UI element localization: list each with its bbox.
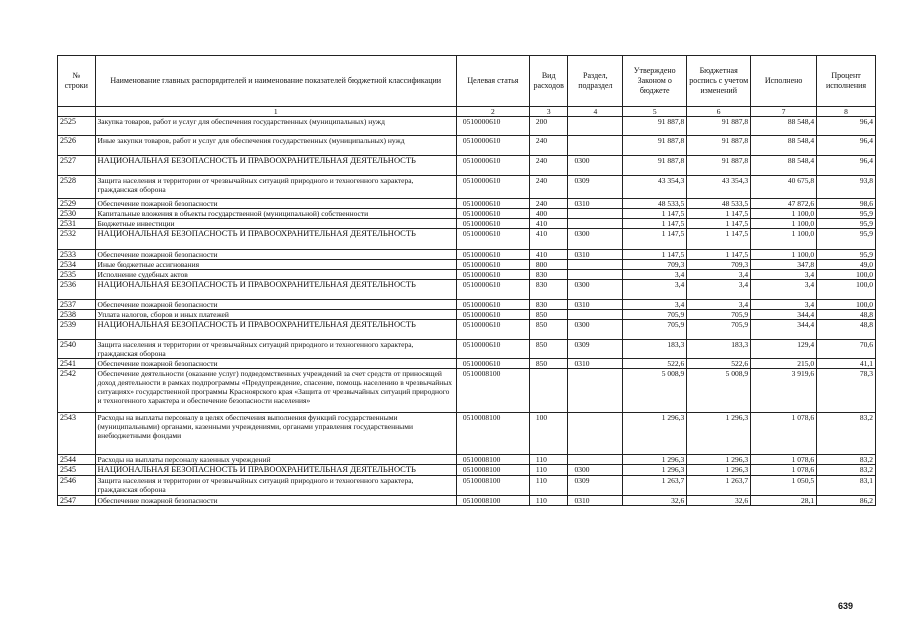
expense-type: 410 <box>529 229 568 250</box>
row-name: Иные закупки товаров, работ и услуг для обеспечения государственных (муниципальных) нужд <box>95 136 456 156</box>
budget-value: 91 887,8 <box>687 136 751 156</box>
header-row <box>58 56 876 107</box>
column-number: 7 <box>751 107 817 117</box>
table-row <box>58 209 876 219</box>
expense-type: 110 <box>529 496 568 506</box>
approved-value: 1 296,3 <box>623 465 687 476</box>
budget-value: 48 533,5 <box>687 199 751 209</box>
budget-value: 5 008,9 <box>687 369 751 413</box>
percent-value: 96,4 <box>817 156 876 176</box>
row-name: Уплата налогов, сборов и иных платежей <box>95 310 456 320</box>
target-item: 0510000610 <box>456 260 529 270</box>
percent-value: 78,3 <box>817 369 876 413</box>
section: 0309 <box>568 176 623 199</box>
approved-value: 5 008,9 <box>623 369 687 413</box>
column-number: 3 <box>529 107 568 117</box>
approved-value: 3,4 <box>623 270 687 280</box>
column-number: 2 <box>456 107 529 117</box>
target-item: 0510000610 <box>456 209 529 219</box>
approved-value: 709,3 <box>623 260 687 270</box>
table-row <box>58 280 876 300</box>
row-name: Бюджетные инвестиции <box>95 219 456 229</box>
target-item: 0510000610 <box>456 199 529 209</box>
percent-value: 100,0 <box>817 270 876 280</box>
section <box>568 260 623 270</box>
row-name: Обеспечение пожарной безопасности <box>95 300 456 310</box>
executed-value: 344,4 <box>751 320 817 340</box>
table-row <box>58 359 876 369</box>
section <box>568 219 623 229</box>
row-number: 2536 <box>58 280 96 300</box>
executed-value: 47 872,6 <box>751 199 817 209</box>
expense-type: 410 <box>529 250 568 260</box>
expense-type: 850 <box>529 359 568 369</box>
approved-value: 522,6 <box>623 359 687 369</box>
budget-value: 705,9 <box>687 320 751 340</box>
executed-value: 3 919,6 <box>751 369 817 413</box>
row-name: Защита населения и территории от чрезвычайных ситуаций природного и техногенного характера, гражданская оборона <box>95 340 456 359</box>
percent-value: 96,4 <box>817 136 876 156</box>
row-name: НАЦИОНАЛЬНАЯ БЕЗОПАСНОСТЬ И ПРАВООХРАНИТЕЛЬНАЯ ДЕЯТЕЛЬНОСТЬ <box>95 229 456 250</box>
table-row <box>58 250 876 260</box>
target-item: 0510008100 <box>456 413 529 455</box>
row-number: 2526 <box>58 136 96 156</box>
expense-type: 800 <box>529 260 568 270</box>
budget-value: 3,4 <box>687 300 751 310</box>
row-number: 2539 <box>58 320 96 340</box>
budget-value: 1 147,5 <box>687 219 751 229</box>
approved-value: 1 147,5 <box>623 250 687 260</box>
row-name: Защита населения и территории от чрезвычайных ситуаций природного и техногенного характера, гражданская оборона <box>95 476 456 496</box>
budget-value: 705,9 <box>687 310 751 320</box>
target-item: 0510000610 <box>456 359 529 369</box>
expense-type: 240 <box>529 199 568 209</box>
row-number: 2537 <box>58 300 96 310</box>
row-number: 2525 <box>58 117 96 136</box>
target-item: 0510000610 <box>456 340 529 359</box>
row-name: НАЦИОНАЛЬНАЯ БЕЗОПАСНОСТЬ И ПРАВООХРАНИТЕЛЬНАЯ ДЕЯТЕЛЬНОСТЬ <box>95 280 456 300</box>
expense-type: 110 <box>529 465 568 476</box>
row-name: Обеспечение пожарной безопасности <box>95 359 456 369</box>
table-row <box>58 199 876 209</box>
section: 0310 <box>568 250 623 260</box>
column-number: 5 <box>623 107 687 117</box>
percent-value: 49,0 <box>817 260 876 270</box>
percent-value: 100,0 <box>817 300 876 310</box>
budget-value: 43 354,3 <box>687 176 751 199</box>
budget-value: 3,4 <box>687 280 751 300</box>
row-name: Капитальные вложения в объекты государственной (муниципальной) собственности <box>95 209 456 219</box>
section: 0309 <box>568 476 623 496</box>
row-number: 2528 <box>58 176 96 199</box>
expense-type: 240 <box>529 136 568 156</box>
row-number: 2542 <box>58 369 96 413</box>
target-item: 0510008100 <box>456 455 529 465</box>
section: 0300 <box>568 320 623 340</box>
target-item: 0510008100 <box>456 465 529 476</box>
column-number: 6 <box>687 107 751 117</box>
executed-value: 347,8 <box>751 260 817 270</box>
percent-value: 95,9 <box>817 229 876 250</box>
executed-value: 1 100,0 <box>751 250 817 260</box>
expense-type <box>529 369 568 413</box>
approved-value: 3,4 <box>623 280 687 300</box>
budget-value: 709,3 <box>687 260 751 270</box>
executed-value: 1 078,6 <box>751 413 817 455</box>
expense-type: 850 <box>529 310 568 320</box>
section: 0310 <box>568 359 623 369</box>
row-number: 2547 <box>58 496 96 506</box>
executed-value: 1 050,5 <box>751 476 817 496</box>
row-number: 2543 <box>58 413 96 455</box>
expense-type: 850 <box>529 340 568 359</box>
executed-value: 1 078,6 <box>751 465 817 476</box>
target-item: 0510000610 <box>456 250 529 260</box>
section: 0300 <box>568 229 623 250</box>
section <box>568 310 623 320</box>
expense-type: 830 <box>529 300 568 310</box>
approved-value: 1 296,3 <box>623 413 687 455</box>
column-number: 8 <box>817 107 876 117</box>
header-section: Раздел, подраздел <box>568 56 623 107</box>
target-item: 0510008100 <box>456 476 529 496</box>
expense-type: 830 <box>529 280 568 300</box>
expense-type: 200 <box>529 117 568 136</box>
row-name: Иные бюджетные ассигнования <box>95 260 456 270</box>
percent-value: 93,8 <box>817 176 876 199</box>
budget-value: 1 147,5 <box>687 250 751 260</box>
expense-type: 110 <box>529 455 568 465</box>
target-item: 0510000610 <box>456 320 529 340</box>
approved-value: 32,6 <box>623 496 687 506</box>
percent-value: 100,0 <box>817 280 876 300</box>
approved-value: 91 887,8 <box>623 117 687 136</box>
budget-value: 32,6 <box>687 496 751 506</box>
executed-value: 88 548,4 <box>751 117 817 136</box>
budget-value: 1 296,3 <box>687 413 751 455</box>
approved-value: 705,9 <box>623 310 687 320</box>
percent-value: 95,9 <box>817 209 876 219</box>
row-number: 2533 <box>58 250 96 260</box>
row-name: Обеспечение пожарной безопасности <box>95 250 456 260</box>
section <box>568 455 623 465</box>
approved-value: 1 147,5 <box>623 229 687 250</box>
table-row <box>58 455 876 465</box>
executed-value: 88 548,4 <box>751 136 817 156</box>
executed-value: 215,0 <box>751 359 817 369</box>
target-item: 0510000610 <box>456 310 529 320</box>
executed-value: 1 100,0 <box>751 229 817 250</box>
target-item: 0510000610 <box>456 117 529 136</box>
row-number: 2544 <box>58 455 96 465</box>
row-number: 2535 <box>58 270 96 280</box>
budget-value: 1 147,5 <box>687 209 751 219</box>
percent-value: 95,9 <box>817 250 876 260</box>
budget-value: 522,6 <box>687 359 751 369</box>
executed-value: 88 548,4 <box>751 156 817 176</box>
row-number: 2530 <box>58 209 96 219</box>
table-row <box>58 476 876 496</box>
expense-type: 410 <box>529 219 568 229</box>
section <box>568 117 623 136</box>
row-number: 2527 <box>58 156 96 176</box>
executed-value: 129,4 <box>751 340 817 359</box>
approved-value: 705,9 <box>623 320 687 340</box>
executed-value: 28,1 <box>751 496 817 506</box>
executed-value: 1 100,0 <box>751 209 817 219</box>
section: 0310 <box>568 496 623 506</box>
table-row <box>58 156 876 176</box>
target-item: 0510000610 <box>456 176 529 199</box>
percent-value: 83,2 <box>817 413 876 455</box>
approved-value: 1 147,5 <box>623 219 687 229</box>
budget-value: 1 263,7 <box>687 476 751 496</box>
row-name: Обеспечение пожарной безопасности <box>95 199 456 209</box>
budget-execution-table <box>57 55 876 506</box>
row-name: Расходы на выплаты персоналу в целях обеспечения выполнения функций государственными (муниципальными) органами, казенными учреждениями, органами управления государственными внебюджетными фондами <box>95 413 456 455</box>
approved-value: 48 533,5 <box>623 199 687 209</box>
budget-value: 91 887,8 <box>687 117 751 136</box>
approved-value: 91 887,8 <box>623 136 687 156</box>
section: 0310 <box>568 300 623 310</box>
percent-value: 70,6 <box>817 340 876 359</box>
executed-value: 3,4 <box>751 300 817 310</box>
budget-value: 1 147,5 <box>687 229 751 250</box>
executed-value: 3,4 <box>751 280 817 300</box>
percent-value: 41,1 <box>817 359 876 369</box>
page-number: 639 <box>838 601 854 611</box>
row-name: Обеспечение пожарной безопасности <box>95 496 456 506</box>
expense-type: 240 <box>529 176 568 199</box>
budget-value: 1 296,3 <box>687 465 751 476</box>
section <box>568 413 623 455</box>
percent-value: 83,1 <box>817 476 876 496</box>
section: 0300 <box>568 280 623 300</box>
section <box>568 136 623 156</box>
header-approved: Утверждено Законом о бюджете <box>623 56 687 107</box>
expense-type: 400 <box>529 209 568 219</box>
percent-value: 95,9 <box>817 219 876 229</box>
row-name: НАЦИОНАЛЬНАЯ БЕЗОПАСНОСТЬ И ПРАВООХРАНИТЕЛЬНАЯ ДЕЯТЕЛЬНОСТЬ <box>95 465 456 476</box>
row-name: НАЦИОНАЛЬНАЯ БЕЗОПАСНОСТЬ И ПРАВООХРАНИТЕЛЬНАЯ ДЕЯТЕЛЬНОСТЬ <box>95 156 456 176</box>
percent-value: 83,2 <box>817 455 876 465</box>
row-number: 2546 <box>58 476 96 496</box>
approved-value: 1 147,5 <box>623 209 687 219</box>
section: 0300 <box>568 156 623 176</box>
budget-value: 91 887,8 <box>687 156 751 176</box>
executed-value: 1 078,6 <box>751 455 817 465</box>
row-name: НАЦИОНАЛЬНАЯ БЕЗОПАСНОСТЬ И ПРАВООХРАНИТЕЛЬНАЯ ДЕЯТЕЛЬНОСТЬ <box>95 320 456 340</box>
expense-type: 850 <box>529 320 568 340</box>
row-number: 2534 <box>58 260 96 270</box>
column-number-row <box>58 107 876 117</box>
row-number: 2541 <box>58 359 96 369</box>
percent-value: 83,2 <box>817 465 876 476</box>
table-row <box>58 496 876 506</box>
section <box>568 209 623 219</box>
percent-value: 98,6 <box>817 199 876 209</box>
expense-type: 240 <box>529 156 568 176</box>
header-row-number: № строки <box>58 56 96 107</box>
table-row <box>58 369 876 413</box>
approved-value: 91 887,8 <box>623 156 687 176</box>
percent-value: 86,2 <box>817 496 876 506</box>
table-row <box>58 219 876 229</box>
row-number: 2529 <box>58 199 96 209</box>
header-target-item: Целевая статья <box>456 56 529 107</box>
table-row <box>58 270 876 280</box>
approved-value: 183,3 <box>623 340 687 359</box>
table-row <box>58 117 876 136</box>
target-item: 0510000610 <box>456 229 529 250</box>
table-row <box>58 229 876 250</box>
budget-value: 3,4 <box>687 270 751 280</box>
table-row <box>58 310 876 320</box>
row-number: 2538 <box>58 310 96 320</box>
executed-value: 1 100,0 <box>751 219 817 229</box>
target-item: 0510000610 <box>456 280 529 300</box>
row-name: Расходы на выплаты персоналу казенных учреждений <box>95 455 456 465</box>
header-executed: Исполнено <box>751 56 817 107</box>
table-row <box>58 340 876 359</box>
table-row <box>58 260 876 270</box>
header-name: Наименование главных распорядителей и наименование показателей бюджетной классификации <box>95 56 456 107</box>
target-item: 0510000610 <box>456 270 529 280</box>
section <box>568 270 623 280</box>
expense-type: 830 <box>529 270 568 280</box>
target-item: 0510000610 <box>456 300 529 310</box>
row-number: 2531 <box>58 219 96 229</box>
table-row <box>58 465 876 476</box>
budget-value: 183,3 <box>687 340 751 359</box>
target-item: 0510000610 <box>456 136 529 156</box>
executed-value: 344,4 <box>751 310 817 320</box>
section: 0310 <box>568 199 623 209</box>
approved-value: 1 263,7 <box>623 476 687 496</box>
row-name: Защита населения и территории от чрезвычайных ситуаций природного и техногенного характера, гражданская оборона <box>95 176 456 199</box>
target-item: 0510008100 <box>456 369 529 413</box>
approved-value: 3,4 <box>623 300 687 310</box>
percent-value: 96,4 <box>817 117 876 136</box>
expense-type: 110 <box>529 476 568 496</box>
table-row <box>58 176 876 199</box>
percent-value: 48,8 <box>817 310 876 320</box>
approved-value: 1 296,3 <box>623 455 687 465</box>
table-row <box>58 136 876 156</box>
table-row <box>58 300 876 310</box>
section: 0300 <box>568 465 623 476</box>
row-name: Закупка товаров, работ и услуг для обеспечения государственных (муниципальных) нужд <box>95 117 456 136</box>
column-number: 4 <box>568 107 623 117</box>
percent-value: 48,8 <box>817 320 876 340</box>
target-item: 0510008100 <box>456 496 529 506</box>
target-item: 0510000610 <box>456 219 529 229</box>
row-name: Обеспечение деятельности (оказание услуг) подведомственных учреждений за счет средств от приносящей доход деятельности в рамках подпрограммы «Предупреждение, спасение, помощь населению в чрезвычайных ситуациях» государственной программы Красноярского края «Защита от чрезвычайных ситуаций природного и техногенного характера и обеспечение безопасности населения» <box>95 369 456 413</box>
header-budget-list: Бюджетная роспись с учетом изменений <box>687 56 751 107</box>
header-expense-type: Вид расходов <box>529 56 568 107</box>
column-number: 1 <box>95 107 456 117</box>
column-number <box>58 107 96 117</box>
executed-value: 3,4 <box>751 270 817 280</box>
row-number: 2545 <box>58 465 96 476</box>
table-body <box>58 117 876 506</box>
row-number: 2532 <box>58 229 96 250</box>
executed-value: 40 675,8 <box>751 176 817 199</box>
budget-value: 1 296,3 <box>687 455 751 465</box>
section: 0309 <box>568 340 623 359</box>
section <box>568 369 623 413</box>
table-row <box>58 413 876 455</box>
header-percent: Процент исполнения <box>817 56 876 107</box>
row-name: Исполнение судебных актов <box>95 270 456 280</box>
target-item: 0510000610 <box>456 156 529 176</box>
table-row <box>58 320 876 340</box>
approved-value: 43 354,3 <box>623 176 687 199</box>
row-number: 2540 <box>58 340 96 359</box>
expense-type: 100 <box>529 413 568 455</box>
